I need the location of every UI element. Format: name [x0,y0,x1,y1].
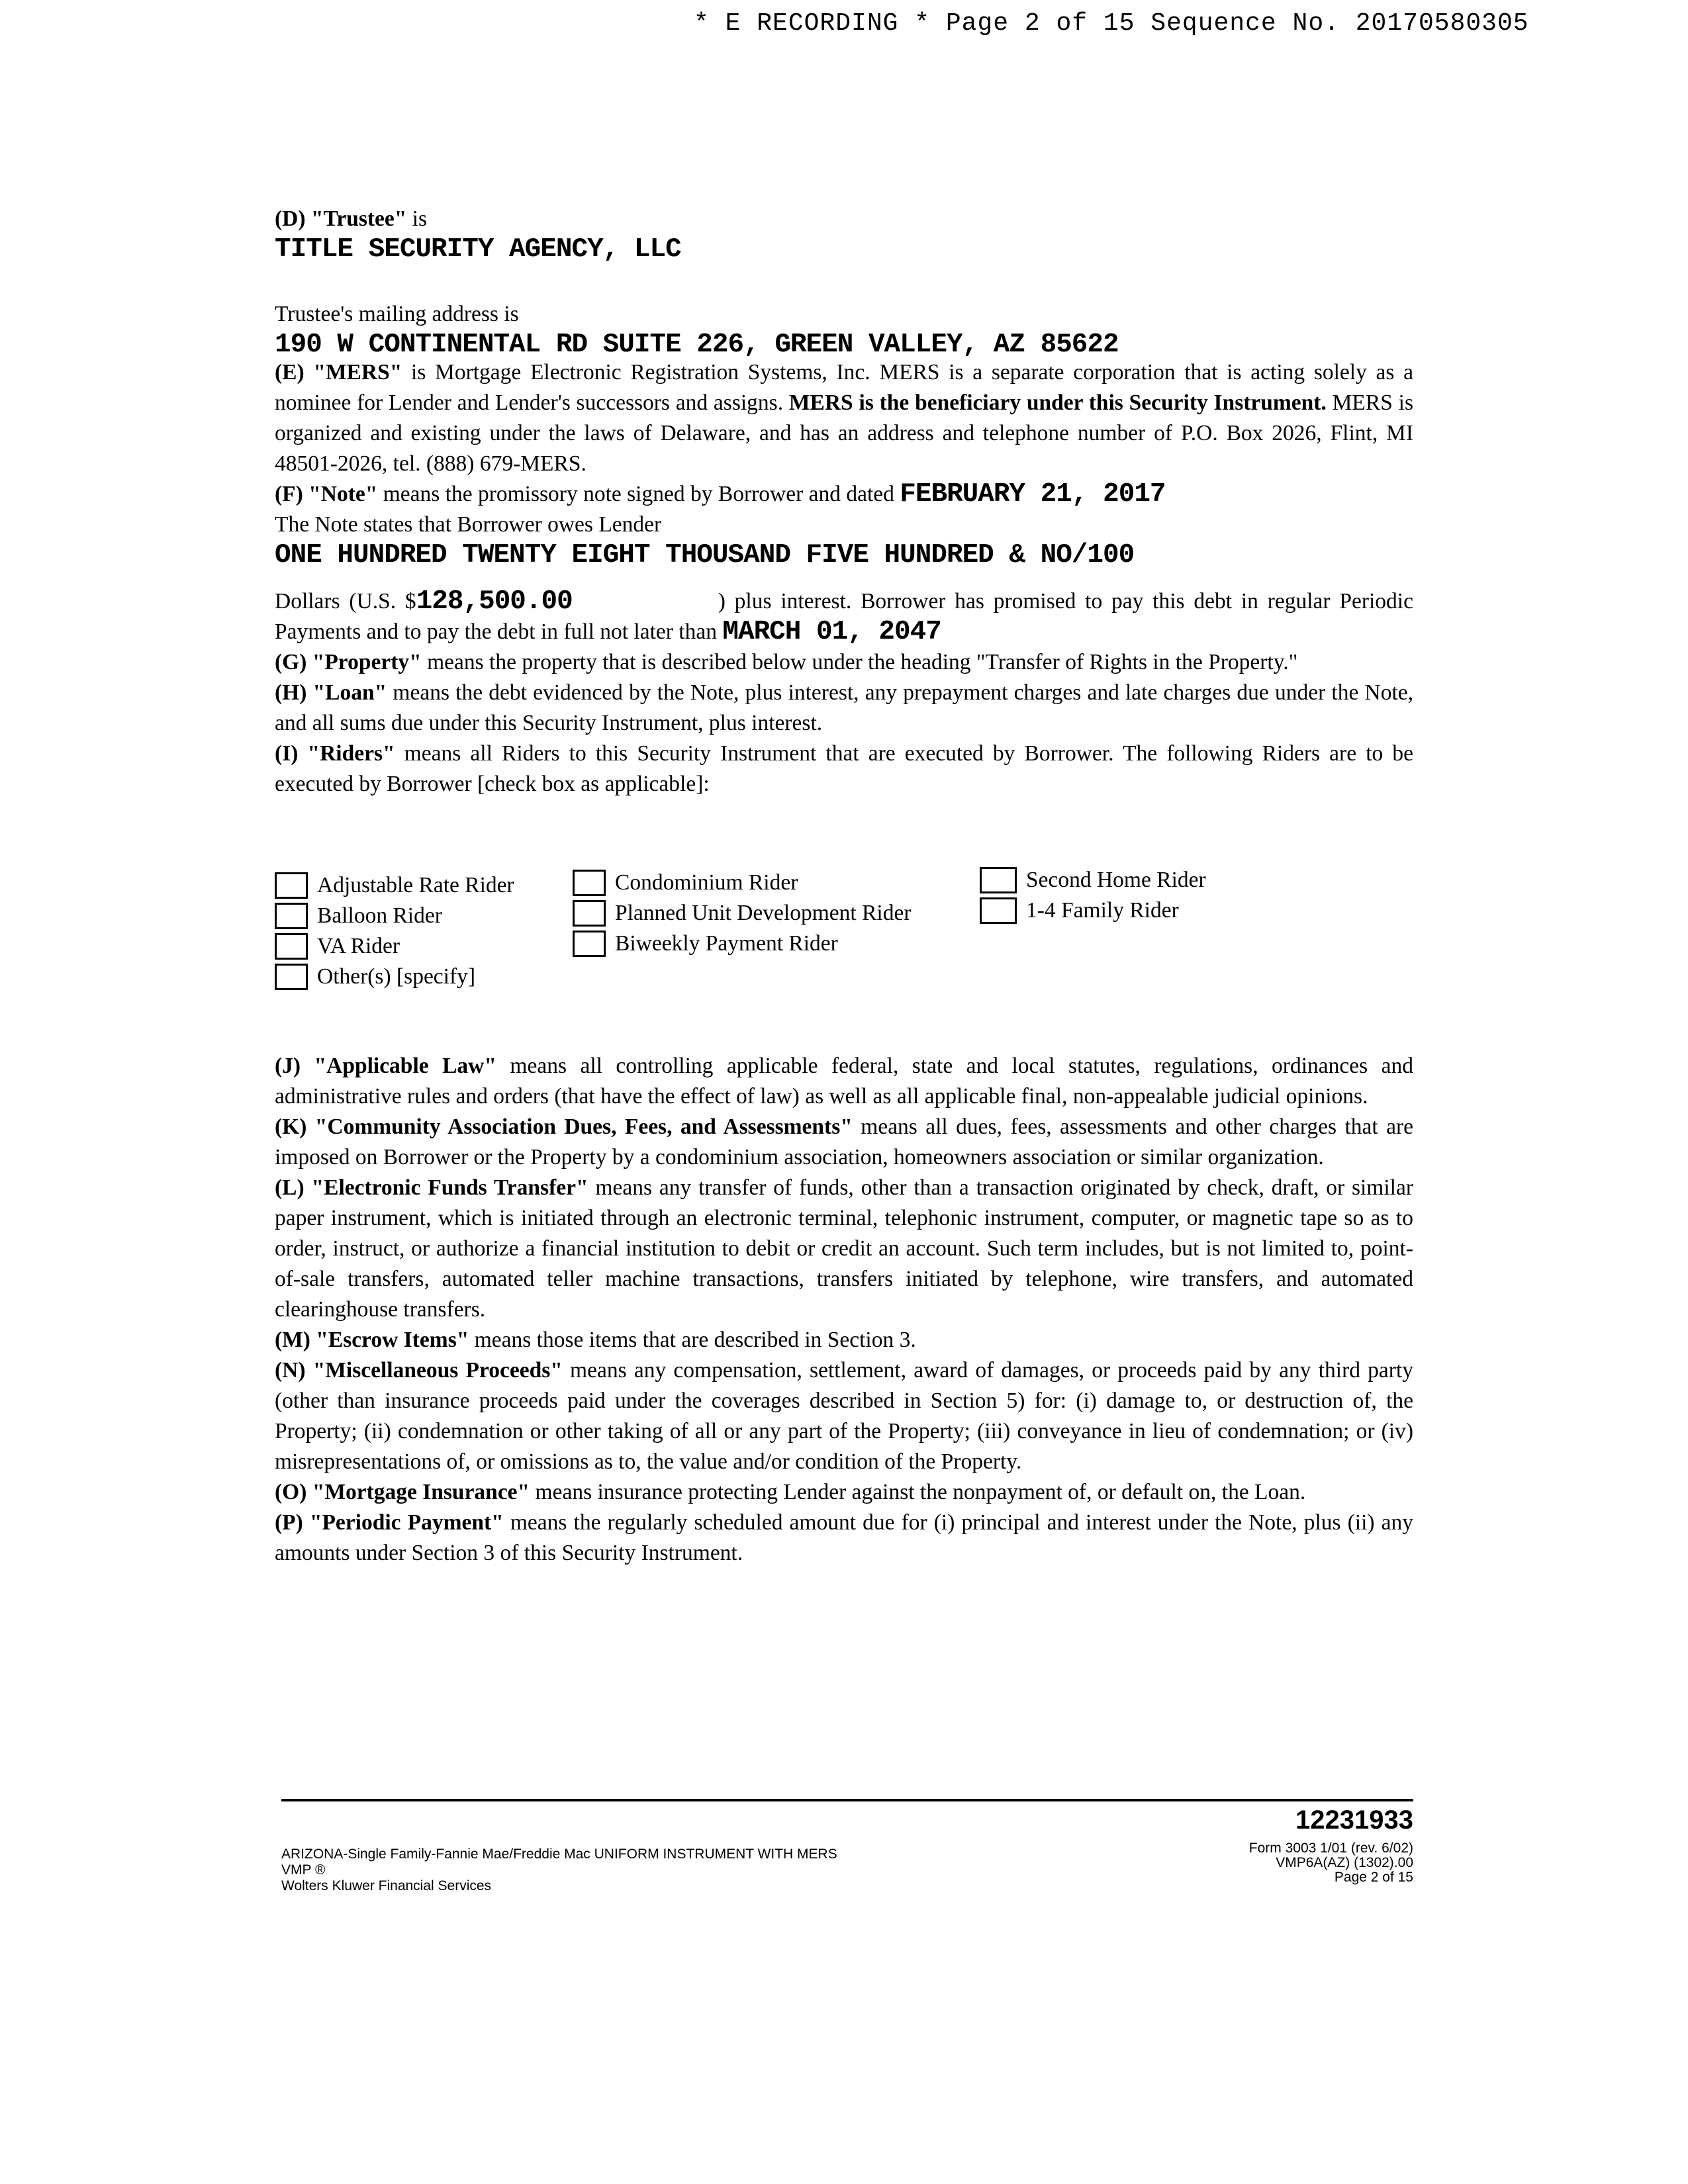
mortgage-insurance-text: means insurance protecting Lender against the nonpayment of, or default on, the Loan. [530,1480,1306,1504]
footer-page: Page 2 of 15 [1334,1870,1413,1885]
section-applicable-law [275,1051,1413,1112]
section-trustee [275,204,1413,265]
mers-text-1: is Mortgage Electronic Registration Systems, Inc. MERS is a separate corporation that is acting solely as a nominee for Lender and Lender's successors and assigns. [275,360,1413,415]
rider-biweekly-payment[interactable] [573,931,838,957]
property-label: (G) "Property" [275,650,422,674]
riders-label: (I) "Riders" [275,741,395,766]
rider-second-home[interactable] [980,867,1206,893]
rider-adjustable-rate[interactable] [275,872,514,899]
note-dollars [275,586,1413,647]
checkbox[interactable] [275,964,308,990]
checkbox[interactable] [275,933,308,960]
section-eft [275,1173,1413,1325]
trustee-is: is [406,206,428,231]
loan-number: 12231933 [1295,1805,1413,1835]
checkbox[interactable] [275,903,308,929]
rider-label: Adjustable Rate Rider [317,873,514,897]
section-mers [275,357,1413,479]
checkbox[interactable] [573,900,606,927]
footer-form-title: ARIZONA-Single Family-Fannie Mae/Freddie Mac UNIFORM INSTRUMENT WITH MERS [281,1846,837,1862]
note-label: (F) "Note" [275,482,378,506]
section-misc-proceeds [275,1355,1413,1477]
rider-label: Other(s) [specify] [317,964,476,989]
trustee-address: 190 W CONTINENTAL RD SUITE 226, GREEN VALLEY, AZ 85622 [275,330,1119,360]
checkbox[interactable] [980,897,1017,924]
eft-text: means any transfer of funds, other than a transaction originated by check, draft, or similar paper instrument, which is initiated through an electronic terminal, telephonic instrument, computer, or magnetic tape so as to order, instruct, or authorize a financial institution to debit or credit an account. Such term includes, but is not limited to, point-of-sale transfers, automated teller machine transactions, transfers initiated by telephone, wire transfers, and automated clearinghouse transfers. [275,1175,1413,1322]
footer-vmp: VMP ® [281,1862,326,1878]
note-amount: 128,500.00 [416,586,573,617]
section-mortgage-insurance [275,1477,1413,1508]
footer-form-rev: Form 3003 1/01 (rev. 6/02) [1248,1841,1413,1856]
escrow-text: means those items that are described in Section 3. [469,1328,916,1352]
definitions-block-2 [275,1051,1413,1569]
note-maturity: MARCH 01, 2047 [722,617,941,647]
section-loan [275,678,1413,739]
footer-form-code: VMP6A(AZ) (1302).00 [1276,1855,1413,1870]
checkbox[interactable] [275,872,308,899]
eft-label: (L) "Electronic Funds Transfer" [275,1175,588,1200]
checkbox[interactable] [573,931,606,957]
rider-label: Balloon Rider [317,903,442,928]
note-owes: The Note states that Borrower owes Lender [275,512,662,537]
misc-text: means any compensation, settlement, award of damages, or proceeds paid by any third party (other than insurance proceeds paid under the coverages described in Section 5) for: (i) damage to, or destruction of, the Property; (ii) condemnation or other taking of all or any part of the Property; (iii) conveyance in lieu of condemnation; or (iv) misrepresentations of, or omissions as to, the value and/or condition of the Property. [275,1358,1414,1474]
section-periodic-payment [275,1508,1413,1569]
note-amount-words: ONE HUNDRED TWENTY EIGHT THOUSAND FIVE HUNDRED & NO/100 [275,540,1135,570]
misc-label: (N) "Miscellaneous Proceeds" [275,1358,563,1383]
periodic-text: means the regularly scheduled amount due for (i) principal and interest under the Note, plus (ii) any amounts under Section 3 of this Security Instrument. [275,1510,1414,1565]
section-escrow [275,1325,1413,1355]
applicable-law-text: means all controlling applicable federal, state and local statutes, regulations, ordinances and administrative rules and orders (that have the effect of law) as well as all applicable final, non-appealable judicial opinions. [275,1054,1413,1109]
mers-text-2: MERS is organized and existing under the laws of Delaware, and has an address and telephone number of P.O. Box 2026, Flint, MI 48501-2026, tel. (888) 679-MERS. [275,390,1413,476]
escrow-label: (M) "Escrow Items" [275,1328,469,1352]
section-community-association [275,1112,1413,1173]
rider-1-4-family[interactable] [980,897,1179,924]
periodic-label: (P) "Periodic Payment" [275,1510,504,1535]
rider-other[interactable] [275,964,475,990]
section-trustee-address [275,299,1413,360]
section-note [275,479,1413,510]
trustee-label: (D) "Trustee" [275,206,407,231]
property-text: means the property that is described below under the heading "Transfer of Rights in the Property." [421,650,1298,674]
rider-va[interactable] [275,933,400,960]
riders-text: means all Riders to this Security Instrument that are executed by Borrower. The following Riders are to be executed by Borrower [check box as applicable]: [275,741,1414,796]
loan-text: means the debt evidenced by the Note, plus interest, any prepayment charges and late charges due under the Note, and all sums due under this Security Instrument, plus interest. [275,680,1413,735]
note-date: FEBRUARY 21, 2017 [900,479,1166,510]
mortgage-insurance-label: (O) "Mortgage Insurance" [275,1480,530,1504]
note-text: means the promissory note signed by Borrower and dated [377,482,900,506]
rider-label: VA Rider [317,934,400,958]
checkbox[interactable] [573,870,606,896]
section-property [275,647,1413,678]
community-label: (K) "Community Association Dues, Fees, and Assessments" [275,1115,853,1139]
dollars-prefix: Dollars (U.S. $ [275,589,416,614]
rider-balloon[interactable] [275,903,442,929]
rider-label: Second Home Rider [1026,868,1206,892]
mers-label: (E) "MERS" [275,360,402,385]
rider-label: Biweekly Payment Rider [615,931,838,956]
note-text-2: ) plus interest. Borrower has promised to pay this debt in regular Periodic Payments and to pay the debt in full not later than [275,589,1413,644]
rider-label: Condominium Rider [615,870,798,895]
checkbox[interactable] [980,867,1017,893]
trustee-name: TITLE SECURITY AGENCY, LLC [275,234,681,265]
mers-beneficiary: MERS is the beneficiary under this Security Instrument. [788,390,1327,415]
definitions-block-1 [275,357,1413,799]
footer-rule [281,1799,1413,1801]
footer-form-number [1249,1841,1413,1885]
rider-label: Planned Unit Development Rider [615,901,912,925]
community-text: means all dues, fees, assessments and other charges that are imposed on Borrower or the Property by a condominium association, homeowners association or similar organization. [275,1115,1413,1169]
recording-header: * E RECORDING * Page 2 of 15 Sequence No. 20170580305 [694,9,1529,38]
footer-form-info [281,1846,837,1894]
footer-publisher: Wolters Kluwer Financial Services [281,1878,492,1893]
loan-label: (H) "Loan" [275,680,387,705]
trustee-address-label: Trustee's mailing address is [275,302,519,326]
rider-planned-unit-development[interactable] [573,900,912,927]
rider-label: 1-4 Family Rider [1026,898,1179,923]
section-riders [275,739,1413,799]
applicable-law-label: (J) "Applicable Law" [275,1054,496,1078]
rider-condominium[interactable] [573,870,798,896]
